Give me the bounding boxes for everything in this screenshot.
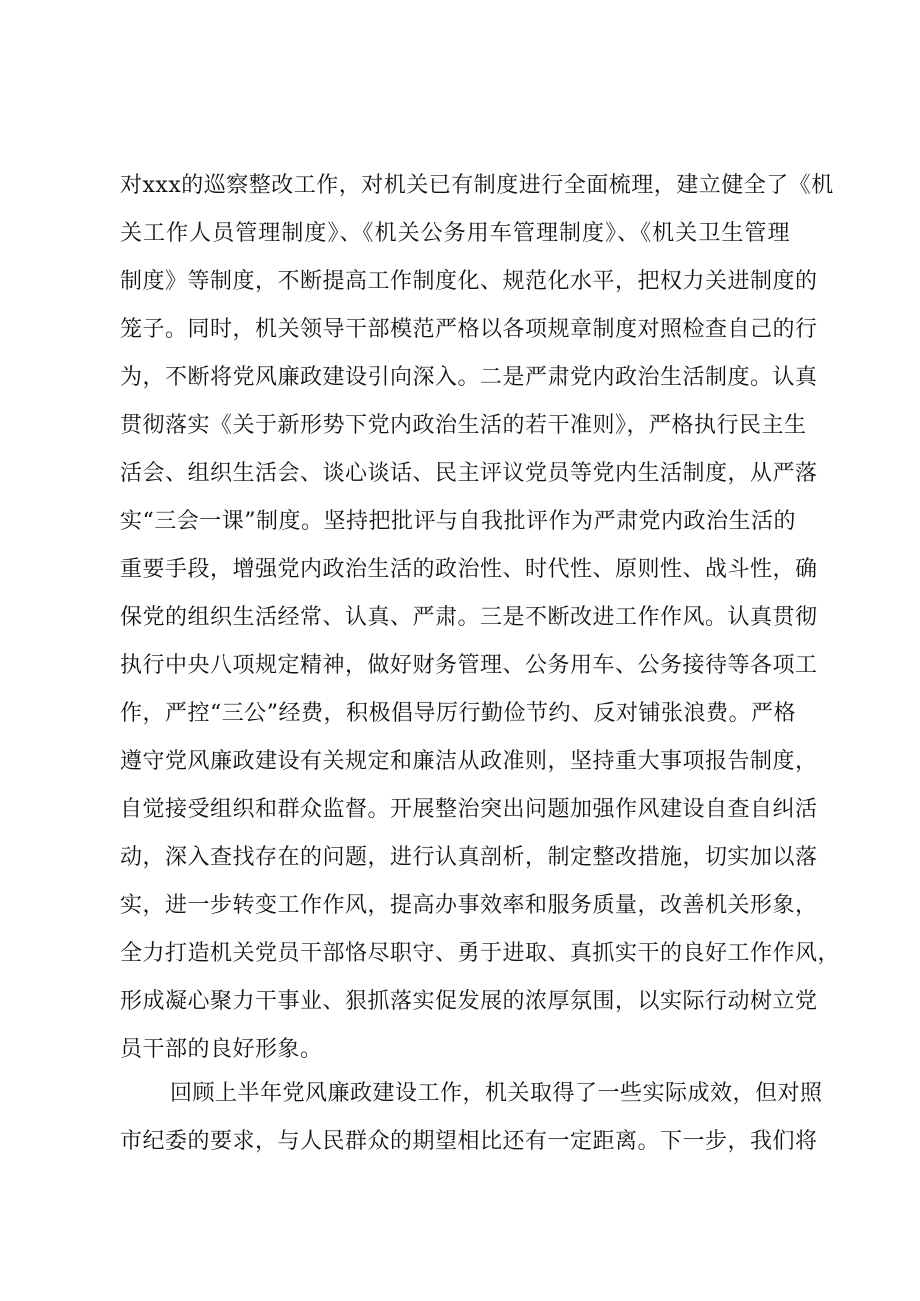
paragraph-2 [120, 1070, 823, 1166]
text-line: 制度》等制度，不断提高工作制度化、规范化水平，把权力关进制度的 [120, 269, 818, 294]
text-line: 实，进一步转变工作作风，提高办事效率和服务质量，改善机关形象， [120, 893, 818, 918]
text-line: 动，深入查找存在的问题，进行认真剖析，制定整改措施，切实加以落 [120, 845, 818, 870]
text-line: 回顾上半年党风廉政建设工作，机关取得了一些实际成效，但对照 [170, 1081, 823, 1106]
text-line: 作，严控“三公”经费，积极倡导厉行勤俭节约、反对铺张浪费。严格 [120, 701, 796, 726]
text-line: 对xxx的巡察整改工作，对机关已有制度进行全面梳理，建立健全了《机 [120, 173, 834, 198]
text-line: 形成凝心聚力干事业、狠抓落实促发展的浓厚氛围，以实际行动树立党 [120, 989, 818, 1014]
text-line: 为，不断将党风廉政建设引向深入。二是严肃党内政治生活制度。认真 [120, 365, 818, 390]
text-line: 市纪委的要求，与人民群众的期望相比还有一定距离。下一步，我们将 [120, 1129, 818, 1154]
text-line: 实“三会一课”制度。坚持把批评与自我批评作为严肃党内政治生活的 [120, 509, 796, 534]
text-line: 活会、组织生活会、谈心谈话、民主评议党员等党内生活制度，从严落 [120, 461, 818, 486]
text-line: 执行中央八项规定精神，做好财务管理、公务用车、公务接待等各项工 [120, 653, 818, 678]
text-line: 关工作人员管理制度》、《机关公务用车管理制度》、《机关卫生管理 [120, 221, 790, 246]
text-line: 保党的组织生活经常、认真、严肃。三是不断改进工作作风。认真贯彻 [120, 605, 818, 630]
text-line: 贯彻落实《关于新形势下党内政治生活的若干准则》，严格执行民主生 [120, 413, 807, 438]
text-line: 笼子。同时，机关领导干部模范严格以各项规章制度对照检查自己的行 [120, 317, 818, 342]
paragraph-1 [120, 162, 841, 1074]
text-line: 重要手段，增强党内政治生活的政治性、时代性、原则性、战斗性，确 [120, 557, 818, 582]
text-line: 自觉接受组织和群众监督。开展整治突出问题加强作风建设自查自纠活 [120, 797, 818, 822]
text-line: 遵守党风廉政建设有关规定和廉洁从政准则，坚持重大事项报告制度， [120, 749, 818, 774]
text-line: 员干部的良好形象。 [120, 1037, 323, 1062]
text-line: 全力打造机关党员干部恪尽职守、勇于进取、真抓实干的良好工作作风， [120, 941, 841, 966]
